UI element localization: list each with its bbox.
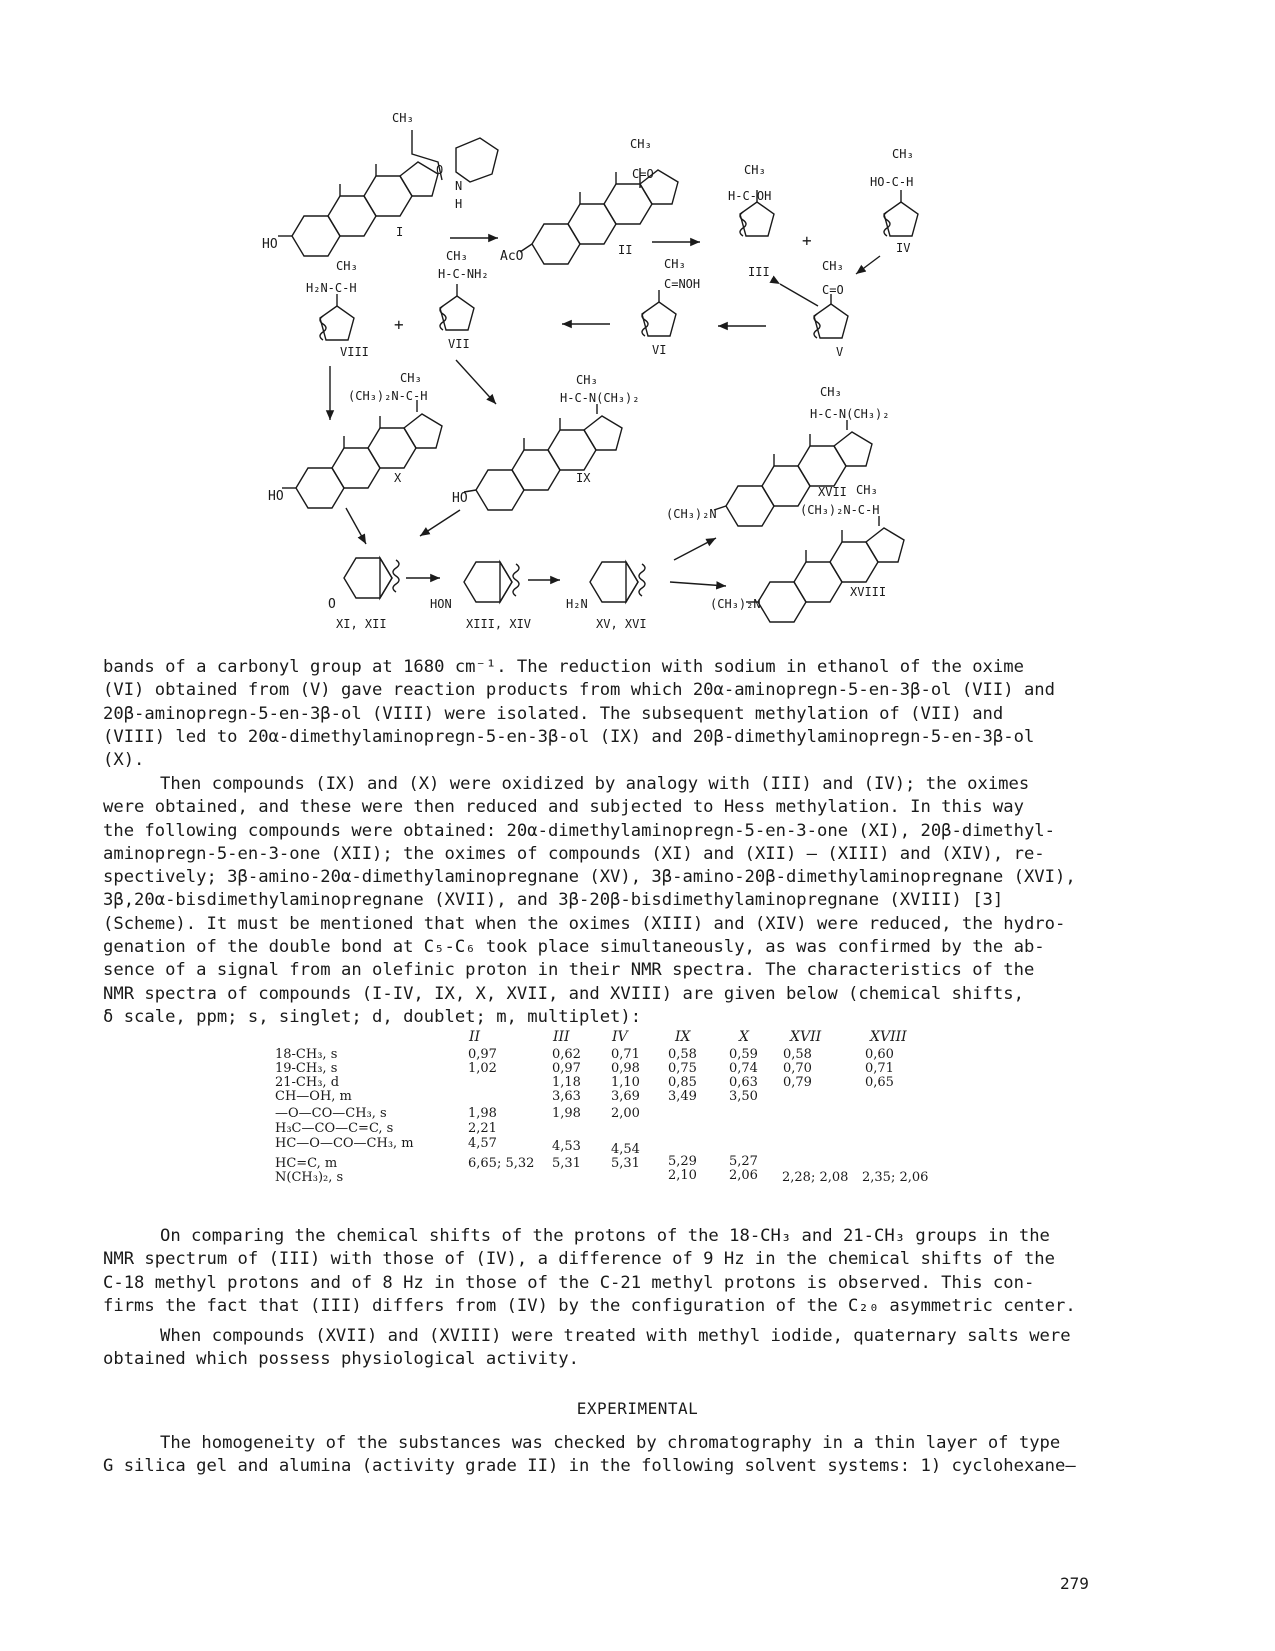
nmr-column-header: IX [675, 1029, 691, 1045]
nmr-cell: 2,06 [729, 1168, 758, 1183]
paragraph-4-line-2: obtained which possess physiological activity. [103, 1349, 579, 1370]
nmr-column-header: III [553, 1029, 570, 1045]
nmr-cell: 0,62 [552, 1047, 581, 1062]
plus-sign-2: + [394, 315, 404, 334]
nmr-cell: 0,70 [783, 1061, 812, 1076]
compound-XIII-XIV [430, 562, 531, 631]
nmr-row-label: 21-CH₃, d [275, 1075, 340, 1090]
paragraph-3-line-1: On comparing the chemical shifts of the protons of the 18-CH₃ and 21-CH₃ groups in the [160, 1226, 1050, 1246]
paragraph-2-line-3: the following compounds were obtained: 20α-dimethylaminopregn-5-en-3-one (XI), 20β-dimethyl- [103, 820, 1055, 841]
label-VI: VI [652, 343, 667, 357]
compound-II-ch3: CH₃ [630, 137, 652, 151]
compound-XVIII-ch3: CH₃ [856, 483, 878, 497]
compound-XVIII-nme2ch: (CH₃)₂N-C-H [800, 503, 880, 517]
compound-VIII-ch3: CH₃ [336, 259, 358, 273]
nmr-table [270, 1030, 960, 1210]
nmr-cell: 0,71 [865, 1061, 894, 1076]
label-II: II [618, 243, 633, 257]
paragraph-2-line-6: 3β,20α-bisdimethylaminopregnane (XVII), and 3β-20β-bisdimethylaminopregnane (XVIII) [3] [103, 890, 1004, 911]
compound-VIII-h2nch: H₂N-C-H [306, 281, 357, 295]
nmr-cell: 0,59 [729, 1047, 758, 1062]
nmr-column-header: XVII [790, 1029, 822, 1045]
nmr-cell: 1,98 [552, 1106, 581, 1121]
nmr-cell: 0,63 [729, 1075, 758, 1090]
compound-IX-ch3: CH₃ [576, 373, 598, 387]
compound-V [814, 259, 848, 359]
label-XI-XII: XI, XII [336, 617, 387, 631]
compound-X-ho: HO [268, 489, 284, 504]
nmr-cell: 1,10 [611, 1075, 640, 1090]
compound-II [500, 137, 678, 264]
nmr-cell: 2,28; 2,08 [782, 1170, 849, 1185]
nmr-cell: 5,27 [729, 1154, 758, 1169]
label-XV-XVI: XV, XVI [596, 617, 647, 631]
nmr-cell: 0,75 [668, 1061, 697, 1076]
compound-I-ho: HO [262, 237, 278, 252]
paragraph-2-line-2: were obtained, and these were then reduced and subjected to Hess methylation. In this way [103, 797, 1024, 818]
nmr-cell: 3,49 [668, 1089, 697, 1104]
paragraph-2-line-8: genation of the double bond at C₅-C₆ took place simultaneously, as was confirmed by the ab- [103, 937, 1045, 958]
compound-XV-h2n: H₂N [566, 597, 588, 611]
paragraph-2-line-11: δ scale, ppm; s, singlet; d, doublet; m, multiplet): [103, 1006, 642, 1027]
nmr-row-label: 18-CH₃, s [275, 1047, 338, 1062]
compound-X-ch3: CH₃ [400, 371, 422, 385]
reaction-scheme [262, 108, 960, 668]
nmr-cell: 4,54 [611, 1142, 640, 1157]
paragraph-3-line-2: NMR spectrum of (III) with those of (IV), a difference of 9 Hz in the chemical shifts of the [103, 1249, 1055, 1270]
compound-IX-ho: HO [452, 491, 468, 506]
nmr-row-label: HC=C, m [275, 1156, 338, 1171]
label-XVII: XVII [818, 485, 847, 499]
paragraph-3-line-3: C-18 methyl protons and of 8 Hz in those of the C-21 methyl protons is observed. This con- [103, 1272, 1035, 1293]
compound-III-hcoh: H-C-OH [728, 189, 772, 203]
nmr-column-header: IV [612, 1029, 628, 1045]
compound-III-ch3: CH₃ [744, 163, 766, 177]
label-I: I [396, 225, 404, 239]
nmr-cell: 0,97 [552, 1061, 581, 1076]
nmr-cell: 2,35; 2,06 [862, 1170, 929, 1185]
nmr-cell: 3,63 [552, 1089, 581, 1104]
paragraph-1-line-1: bands of a carbonyl group at 1680 cm⁻¹. The reduction with sodium in ethanol of the oxime [103, 657, 1024, 677]
paragraph-2-line-7: (Scheme). It must be mentioned that when the oximes (XIII) and (XIV) were reduced, the hydro- [103, 913, 1066, 934]
label-III: III [748, 265, 770, 279]
paragraph-4-line-1: When compounds (XVII) and (XVIII) were treated with methyl iodide, quaternary salts were [160, 1326, 1071, 1346]
paragraph-1-line-3: 20β-aminopregn-5-en-3β-ol (VIII) were isolated. The subsequent methylation of (VII) and [103, 703, 1004, 724]
nmr-column-header: XVIII [870, 1029, 907, 1045]
compound-VII-ch3: CH₃ [446, 249, 468, 263]
nmr-cell: 0,85 [668, 1075, 697, 1090]
paragraph-5-line-1: The homogeneity of the substances was checked by chromatography in a thin layer of type [160, 1433, 1061, 1453]
nmr-column-header: X [739, 1029, 749, 1045]
paragraph-1-line-4: (VIII) led to 20α-dimethylaminopregn-5-en-3β-ol (IX) and 20β-dimethylaminopregn-5-en-3β-ol [103, 726, 1035, 747]
compound-VI-ch3: CH₃ [664, 257, 686, 271]
compound-XI-XII [328, 558, 399, 631]
paragraph-4 [103, 1325, 1071, 1372]
reaction-scheme-drawing [262, 108, 960, 668]
compound-VII-hcnh2: H-C-NH₂ [438, 267, 489, 281]
paragraph-5 [103, 1432, 1076, 1479]
compound-XVII-nme2: (CH₃)₂N [666, 507, 717, 521]
compound-II-co: C=O [632, 167, 654, 181]
compound-III [728, 163, 774, 279]
compound-I [262, 111, 498, 256]
section-heading-experimental: EXPERIMENTAL [576, 1399, 699, 1418]
nmr-cell: 0,97 [468, 1047, 497, 1062]
nmr-row-label: CH—OH, m [275, 1089, 352, 1104]
nmr-cell: 2,21 [468, 1121, 497, 1136]
nmr-cell: 3,69 [611, 1089, 640, 1104]
compound-VI-noh: C=NOH [664, 277, 701, 291]
plus-sign-1: + [802, 231, 812, 250]
nmr-row-label: 19-CH₃, s [275, 1061, 338, 1076]
compound-V-co: C=O [822, 283, 844, 297]
compound-XVIII [710, 483, 904, 622]
nmr-cell: 2,10 [668, 1168, 697, 1183]
paragraph-1-line-2: (VI) obtained from (V) gave reaction products from which 20α-aminopregn-5-en-3β-ol (VII) and [103, 680, 1055, 701]
compound-I-n: N [455, 179, 463, 193]
nmr-row-label: —O—CO—CH₃, s [275, 1106, 387, 1121]
paragraph-3-line-4: firms the fact that (III) differs from (IV) by the configuration of the C₂₀ asymmetric center. [103, 1295, 1076, 1316]
nmr-cell: 0,58 [668, 1047, 697, 1062]
compound-II-aco: AcO [500, 249, 524, 264]
compound-VII [438, 249, 489, 351]
paragraph-5-line-2: G silica gel and alumina (activity grade II) in the following solvent systems: 1) cyclohexane— [103, 1456, 1076, 1477]
paragraph-2-line-4: aminopregn-5-en-3-one (XII); the oximes of compounds (XI) and (XII) — (XIII) and (XIV), re- [103, 843, 1045, 864]
compound-I-ch3: CH₃ [392, 111, 414, 125]
compound-X-nme2ch: (CH₃)₂N-C-H [348, 389, 428, 403]
label-IX: IX [576, 471, 591, 485]
paragraph-3 [103, 1225, 1076, 1318]
compound-IX [452, 373, 639, 510]
compound-I-o: O [436, 163, 444, 177]
nmr-cell: 0,60 [865, 1047, 894, 1062]
nmr-cell: 6,65; 5,32 [468, 1156, 535, 1171]
nmr-cell: 3,50 [729, 1089, 758, 1104]
compound-XVII-ch3: CH₃ [820, 385, 842, 399]
nmr-cell: 4,53 [552, 1139, 581, 1154]
nmr-cell: 0,79 [783, 1075, 812, 1090]
compound-I-h: H [455, 197, 463, 211]
nmr-cell: 5,29 [668, 1154, 697, 1169]
nmr-cell: 2,00 [611, 1106, 640, 1121]
compound-XVII-hcnme2: H-C-N(CH₃)₂ [810, 407, 890, 421]
compound-IV-ch3: CH₃ [892, 147, 914, 161]
label-VII: VII [448, 337, 470, 351]
compound-XVIII-nme2: (CH₃)₂N [710, 597, 761, 611]
label-V: V [836, 345, 844, 359]
nmr-cell: 0,65 [865, 1075, 894, 1090]
label-X: X [394, 471, 402, 485]
compound-IV-hoch: HO-C-H [870, 175, 914, 189]
page-number: 279 [1060, 1574, 1089, 1593]
label-XVIII: XVIII [850, 585, 887, 599]
compound-IX-hcnme2: H-C-N(CH₃)₂ [560, 391, 640, 405]
compound-VI [642, 257, 700, 357]
nmr-cell: 0,98 [611, 1061, 640, 1076]
paragraph-2 [103, 773, 1076, 1029]
compound-V-ch3: CH₃ [822, 259, 844, 273]
nmr-cell: 1,18 [552, 1075, 581, 1090]
compound-XI-o: O [328, 597, 336, 612]
label-VIII: VIII [340, 345, 369, 359]
nmr-cell: 5,31 [611, 1156, 640, 1171]
nmr-row-label: HC—O—CO—CH₃, m [275, 1136, 414, 1151]
nmr-row-label: N(CH₃)₂, s [275, 1170, 344, 1185]
nmr-cell: 0,58 [783, 1047, 812, 1062]
compound-XV-XVI [566, 562, 647, 631]
nmr-cell: 1,98 [468, 1106, 497, 1121]
nmr-column-header: II [469, 1029, 481, 1045]
nmr-row-label: H₃C—CO—C=C, s [275, 1121, 394, 1136]
paragraph-2-line-1: Then compounds (IX) and (X) were oxidized by analogy with (III) and (IV); the oximes [160, 774, 1030, 794]
compound-IV [870, 147, 918, 255]
compound-VIII [306, 259, 369, 359]
compound-XIII-hon: HON [430, 597, 452, 611]
label-IV: IV [896, 241, 911, 255]
compound-X [268, 371, 442, 508]
paragraph-2-line-9: sence of a signal from an olefinic proton in their NMR spectra. The characteristics of the [103, 960, 1035, 981]
paragraph-1-line-5: (X). [103, 750, 145, 771]
paragraph-1 [103, 656, 1055, 772]
nmr-cell: 1,02 [468, 1061, 497, 1076]
nmr-cell: 0,71 [611, 1047, 640, 1062]
nmr-cell: 0,74 [729, 1061, 758, 1076]
nmr-cell: 5,31 [552, 1156, 581, 1171]
nmr-cell: 4,57 [468, 1136, 497, 1151]
paragraph-2-line-10: NMR spectra of compounds (I-IV, IX, X, XVII, and XVIII) are given below (chemical shifts, [103, 983, 1024, 1004]
paragraph-2-line-5: spectively; 3β-amino-20α-dimethylaminopregnane (XV), 3β-amino-20β-dimethylaminopregnane (XVI), [103, 867, 1076, 888]
label-XIII-XIV: XIII, XIV [466, 617, 532, 631]
